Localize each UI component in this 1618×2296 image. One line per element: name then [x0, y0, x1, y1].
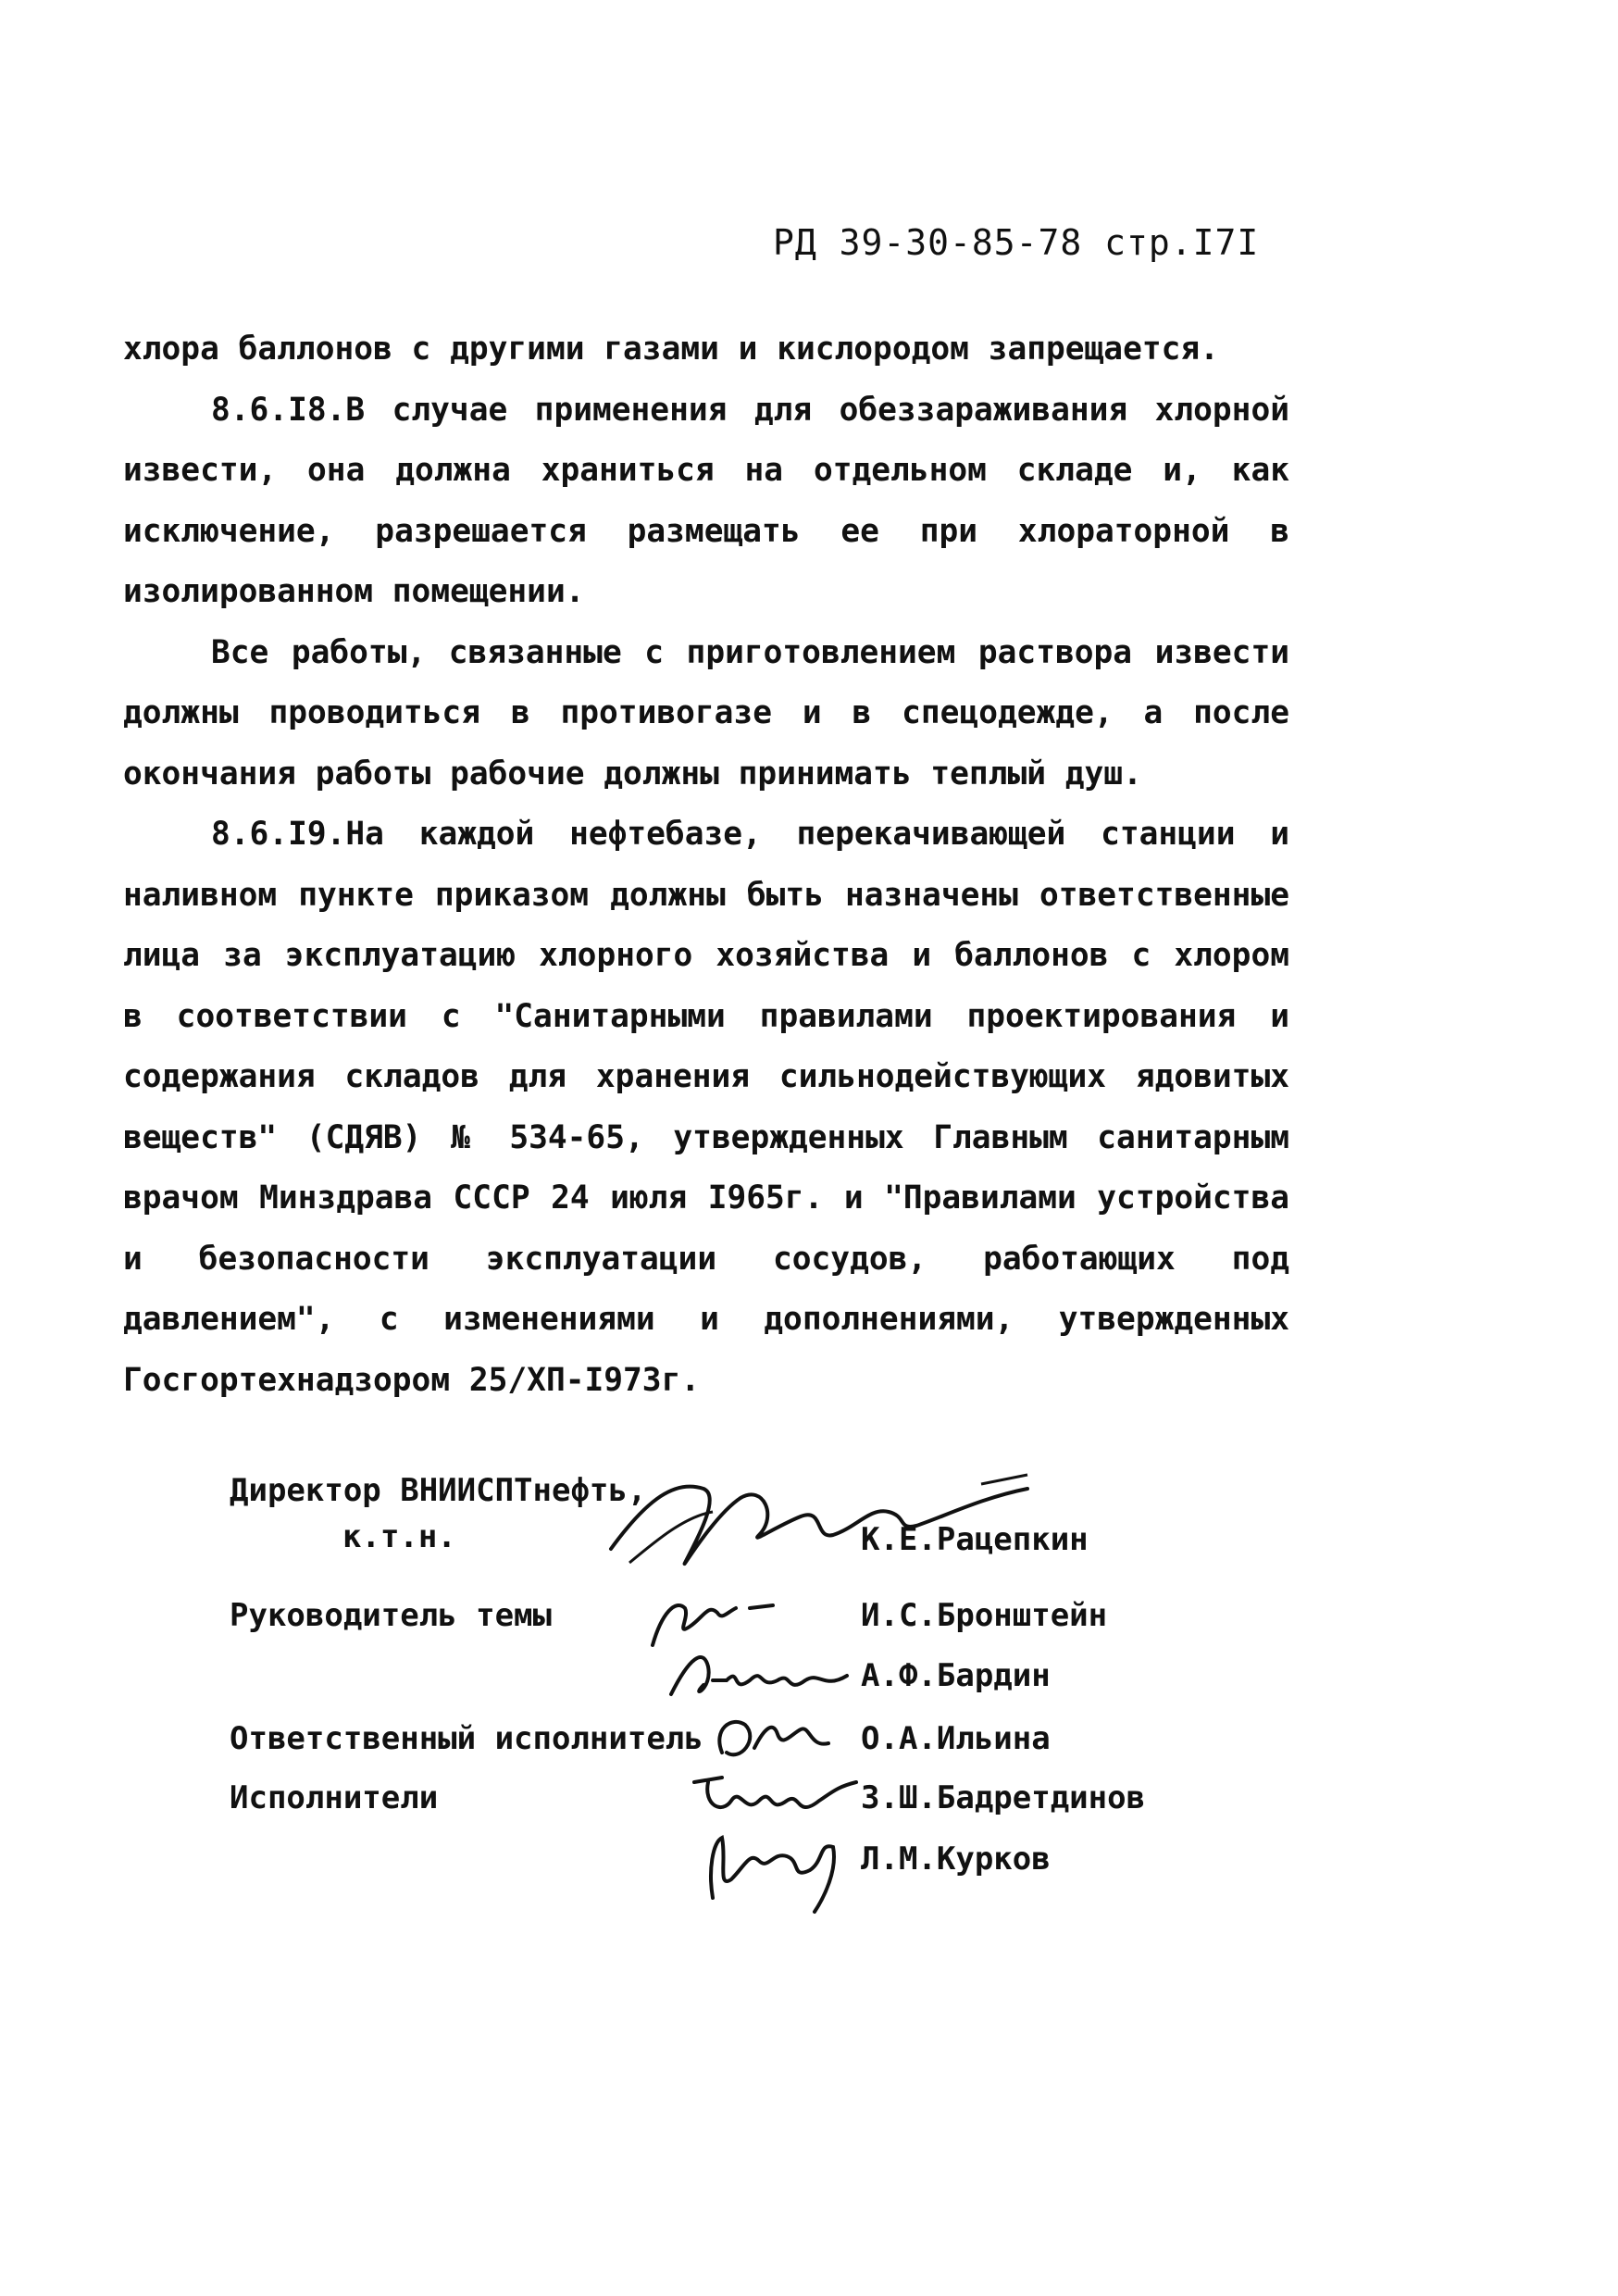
paragraph-2: 8.6.I8.В случае применения для обеззараживания хлорной извести, она должна храниться на отдельном складе и, как исключение, разрешается размещать ее при хлораторной в изолированном помещении. [123, 391, 1289, 610]
lead-name: И.С.Бронштейн [861, 1597, 1108, 1634]
director-role: Директор ВНИИСПТнефть, [230, 1472, 647, 1509]
executor-2-name: Л.М.Курков [861, 1841, 1051, 1878]
responsible-name: О.А.Ильина [861, 1720, 1051, 1757]
document-body [123, 319, 1289, 1411]
director-degree: к.т.н. [342, 1518, 456, 1555]
paragraph-1: хлора баллонов с другими газами и кислородом запрещается. [123, 331, 1219, 368]
responsible-role: Ответственный исполнитель [230, 1720, 703, 1757]
document-reference: РД 39-30-85-78 стр.I7I [773, 222, 1260, 263]
executor-1-name: З.Ш.Бадретдинов [861, 1779, 1146, 1816]
paragraph-4: 8.6.I9.На каждой нефтебазе, перекачивающей станции и наливном пункте приказом должны быть назначены ответственные лица за эксплуатацию хлорного хозяйства и баллонов с хлором в соответствии с "Санитарными правилами проектирования и содержания складов для хранения сильнодействующих ядовитых веществ" (СДЯВ) № 534-65, утвержденных Главным санитарным врачом Минздрава СССР 24 июля I965г. и "Правилами устройства и безопасности эксплуатации сосудов, работающих под давлением", с изменениями и дополнениями, утвержденных Госгортехнадзором 25/ХП-I973г. [123, 816, 1289, 1399]
kurkov-signature [685, 1815, 852, 1916]
paragraph-3: Все работы, связанные с приготовлением раствора извести должны проводиться в противогазе и в спецодежде, а после окончания работы рабочие должны принимать теплый душ. [123, 633, 1289, 792]
lead2-name: А.Ф.Бардин [861, 1657, 1051, 1694]
executors-role: Исполнители [230, 1779, 439, 1816]
lead-role: Руководитель темы [230, 1597, 552, 1634]
director-name: К.Е.Рацепкин [861, 1521, 1089, 1558]
director-signature [592, 1461, 1037, 1581]
